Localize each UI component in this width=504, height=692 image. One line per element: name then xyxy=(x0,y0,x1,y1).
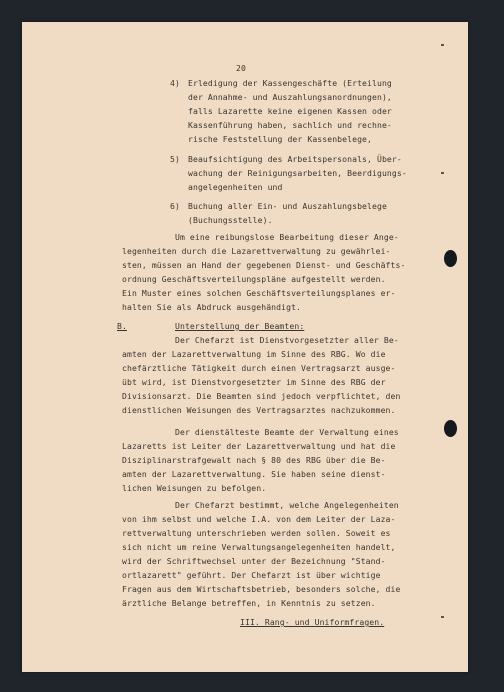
section-letter: B. xyxy=(117,321,127,331)
punch-hole-bottom xyxy=(444,420,457,437)
paragraph-line: Der Chefarzt ist Dienstvorgesetzter aller Be- xyxy=(175,335,399,345)
paragraph-line: Fragen aus dem Wirtschaftsbetrieb, besonders solche, die xyxy=(122,584,401,594)
paragraph-line: Der dienstälteste Beamte der Verwaltung eines xyxy=(175,427,399,437)
paragraph-line: Divisionsarzt. Die Beamten sind jedoch verpflichtet, den xyxy=(122,391,401,401)
list-number: 6) xyxy=(170,201,180,211)
list-number: 4) xyxy=(170,78,180,88)
paragraph-line: amten der Lazarettverwaltung im Sinne des RBG. Wo die xyxy=(122,349,386,359)
list-line: wachung der Reinigungsarbeiten, Beerdigungs- xyxy=(188,168,407,178)
list-line: (Buchungsstelle). xyxy=(188,215,273,225)
paragraph-line: halten Sie als Abdruck ausgehändigt. xyxy=(122,302,302,312)
paragraph-line: Der Chefarzt bestimmt, welche Angelegenheiten xyxy=(175,500,399,510)
paragraph-line: dienstlichen Weisungen des Vertragsarztes nachzukommen. xyxy=(122,405,396,415)
margin-mark xyxy=(441,44,444,46)
page-number: 20 xyxy=(236,63,246,73)
paragraph-line: amten der Lazarettverwaltung. Sie haben seine dienst- xyxy=(122,469,386,479)
paragraph-line: Lazaretts ist Leiter der Lazarettverwaltung und hat die xyxy=(122,441,396,451)
list-line: Beaufsichtigung des Arbeitspersonals, Über- xyxy=(188,154,402,164)
paragraph-line: chefärztliche Tätigkeit durch einen Vertragsarzt ausge- xyxy=(122,363,396,373)
paragraph-line: ortlazarett" geführt. Der Chefarzt ist über wichtige xyxy=(122,570,381,580)
list-line: Kassenführung haben, sachlich und rechne- xyxy=(188,120,392,130)
paragraph-line: ordnung Geschäftsverteilungspläne aufgestellt werden. xyxy=(122,274,386,284)
margin-mark xyxy=(441,172,444,174)
paragraph-line: sich nicht um reine Verwaltungsangelegenheiten handelt, xyxy=(122,542,396,552)
list-number: 5) xyxy=(170,154,180,164)
paragraph-line: übt wird, ist Dienstvorgesetzter im Sinne des RBG der xyxy=(122,377,386,387)
paragraph-line: Ein Muster eines solchen Geschäftsverteilungsplanes er- xyxy=(122,288,396,298)
paragraph-line: sten, müssen an Hand der gegebenen Dienst- und Geschäfts- xyxy=(122,260,406,270)
list-line: falls Lazarette keine eigenen Kassen oder xyxy=(188,106,392,116)
paragraph-line: ärztliche Belange betreffen, in Kenntnis zu setzen. xyxy=(122,598,376,608)
margin-mark xyxy=(441,616,444,618)
paragraph-line: von ihm selbst und welche I.A. von dem Leiter der Laza- xyxy=(122,514,396,524)
paragraph-line: rettverwaltung unterschrieben werden sollen. Soweit es xyxy=(122,528,391,538)
list-line: Buchung aller Ein- und Auszahlungsbelege xyxy=(188,201,387,211)
section-heading: III. Rang- und Uniformfragen. xyxy=(240,617,385,627)
paragraph-line: legenheiten durch die Lazarettverwaltung zu gewährlei- xyxy=(122,246,391,256)
paragraph-line: Disziplinarstrafgewalt nach § 80 des RBG über die Be- xyxy=(122,455,386,465)
list-line: angelegenheiten und xyxy=(188,182,283,192)
paragraph-line: wird der Schriftwechsel unter der Bezeichnung "Stand- xyxy=(122,556,386,566)
list-line: Erledigung der Kassengeschäfte (Erteilung xyxy=(188,78,392,88)
section-heading: Unterstellung der Beamten: xyxy=(175,321,305,331)
paragraph-line: lichen Weisungen zu befolgen. xyxy=(122,483,267,493)
paragraph-line: Um eine reibungslose Bearbeitung dieser Ange- xyxy=(175,232,399,242)
list-line: rische Feststellung der Kassenbelege, xyxy=(188,134,372,144)
list-line: der Annahme- und Auszahlungsanordnungen), xyxy=(188,92,392,102)
punch-hole-top xyxy=(444,250,457,267)
